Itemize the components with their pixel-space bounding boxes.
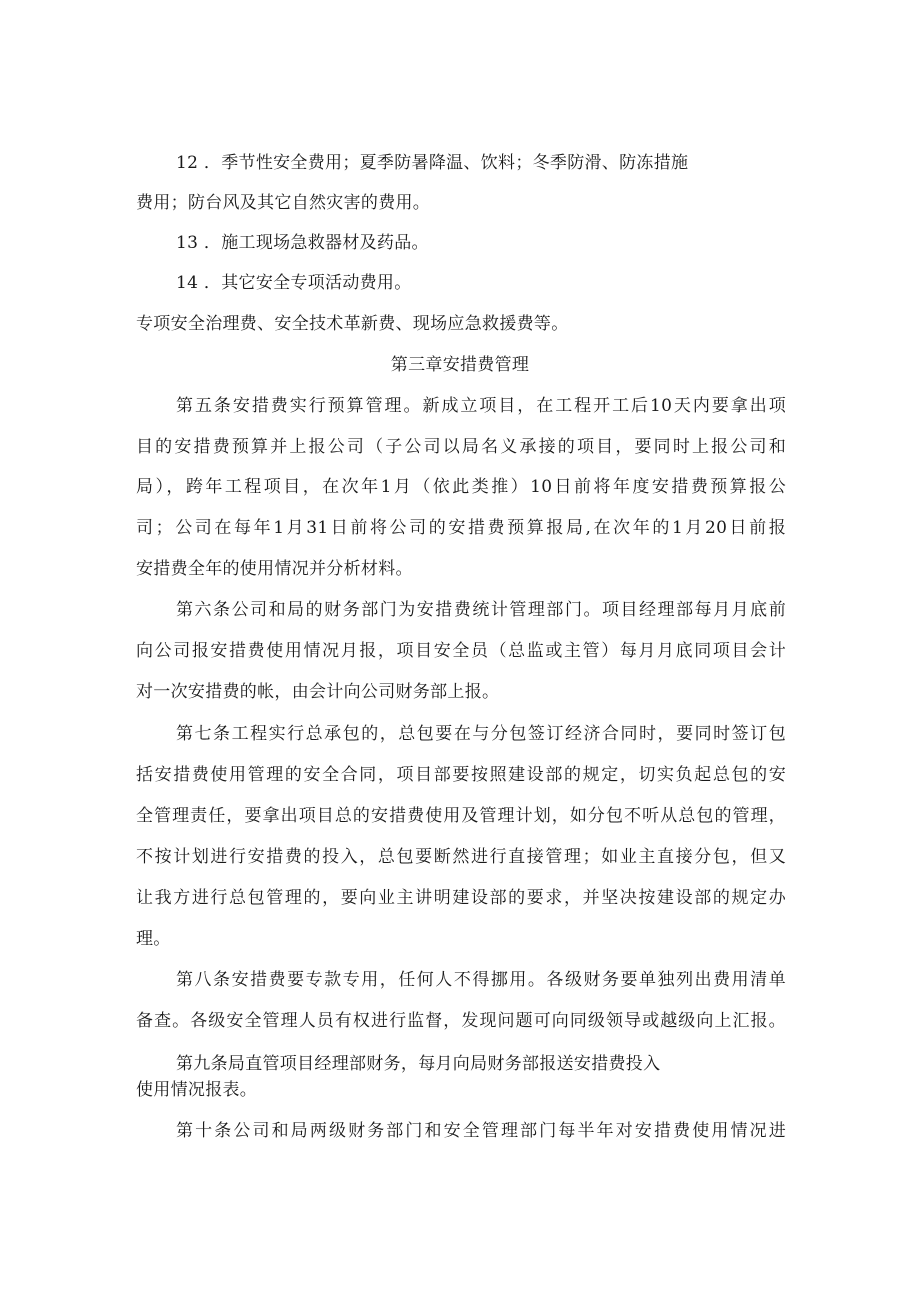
article7-line: 让我方进行总包管理的，要向业主讲明建设部的要求，并坚决按建设部的规定办 xyxy=(136,888,786,908)
article7-line: 第七条工程实行总承包的，总包要在与分包签订经济合同时，要同时签订包 xyxy=(176,724,786,744)
article6-line: 向公司报安措费使用情况月报，项目安全员（总监或主管）每月月底同项目会计 xyxy=(136,641,786,661)
article5-line: 第五条安措费实行预算管理。新成立项目，在工程开工后10天内要拿出项 xyxy=(176,396,786,416)
article5-line: 目的安措费预算并上报公司（子公司以局名义承接的项目，要同时上报公司和 xyxy=(136,437,786,457)
article9-line: 使用情况报表。 xyxy=(136,1080,258,1100)
item-12-line-1: 12 ．季节性安全费用；夏季防暑降温、饮料；冬季防滑、防冻措施 xyxy=(176,153,689,173)
article7-line: 全管理责任，要拿出项目总的安措费使用及管理计划，如分包不听从总包的管理， xyxy=(136,806,786,826)
item-12-line-2: 费用；防台风及其它自然灾害的费用。 xyxy=(136,193,431,213)
article10-line: 第十条公司和局两级财务部门和安全管理部门每半年对安措费使用情况进 xyxy=(176,1121,786,1141)
chapter-title: 第三章安措费管理 xyxy=(390,355,530,375)
article5-line: 局），跨年工程项目，在次年1月（依此类推）10日前将年度安措费预算报公 xyxy=(136,477,786,497)
article5-line: 司；公司在每年1月31日前将公司的安措费预算报局,在次年的1月20日前报 xyxy=(136,518,786,538)
special-fees-line: 专项安全治理费、安全技术革新费、现场应急救援费等。 xyxy=(136,314,569,334)
article6-line: 第六条公司和局的财务部门为安措费统计管理部门。项目经理部每月月底前 xyxy=(176,600,786,620)
article6-line: 对一次安措费的帐，由会计向公司财务部上报。 xyxy=(136,682,500,702)
article7-line: 理。 xyxy=(136,929,171,949)
article8-line: 第八条安措费要专款专用，任何人不得挪用。各级财务要单独列出费用清单 xyxy=(176,970,786,990)
item-14: 14 ．其它安全专项活动费用。 xyxy=(176,273,412,293)
article7-line: 不按计划进行安措费的投入，总包要断然进行直接管理；如业主直接分包，但又 xyxy=(136,847,786,867)
article9-line: 第九条局直管项目经理部财务，每月向局财务部报送安措费投入 xyxy=(176,1054,661,1074)
article7-line: 括安措费使用管理的安全合同，项目部要按照建设部的规定，切实负起总包的安 xyxy=(136,765,786,785)
article8-line: 备查。各级安全管理人员有权进行监督，发现问题可向同级领导或越级向上汇报。 xyxy=(136,1011,786,1031)
item-13: 13 ．施工现场急救器材及药品。 xyxy=(176,233,429,253)
article5-line: 安措费全年的使用情况并分析材料。 xyxy=(136,559,413,579)
